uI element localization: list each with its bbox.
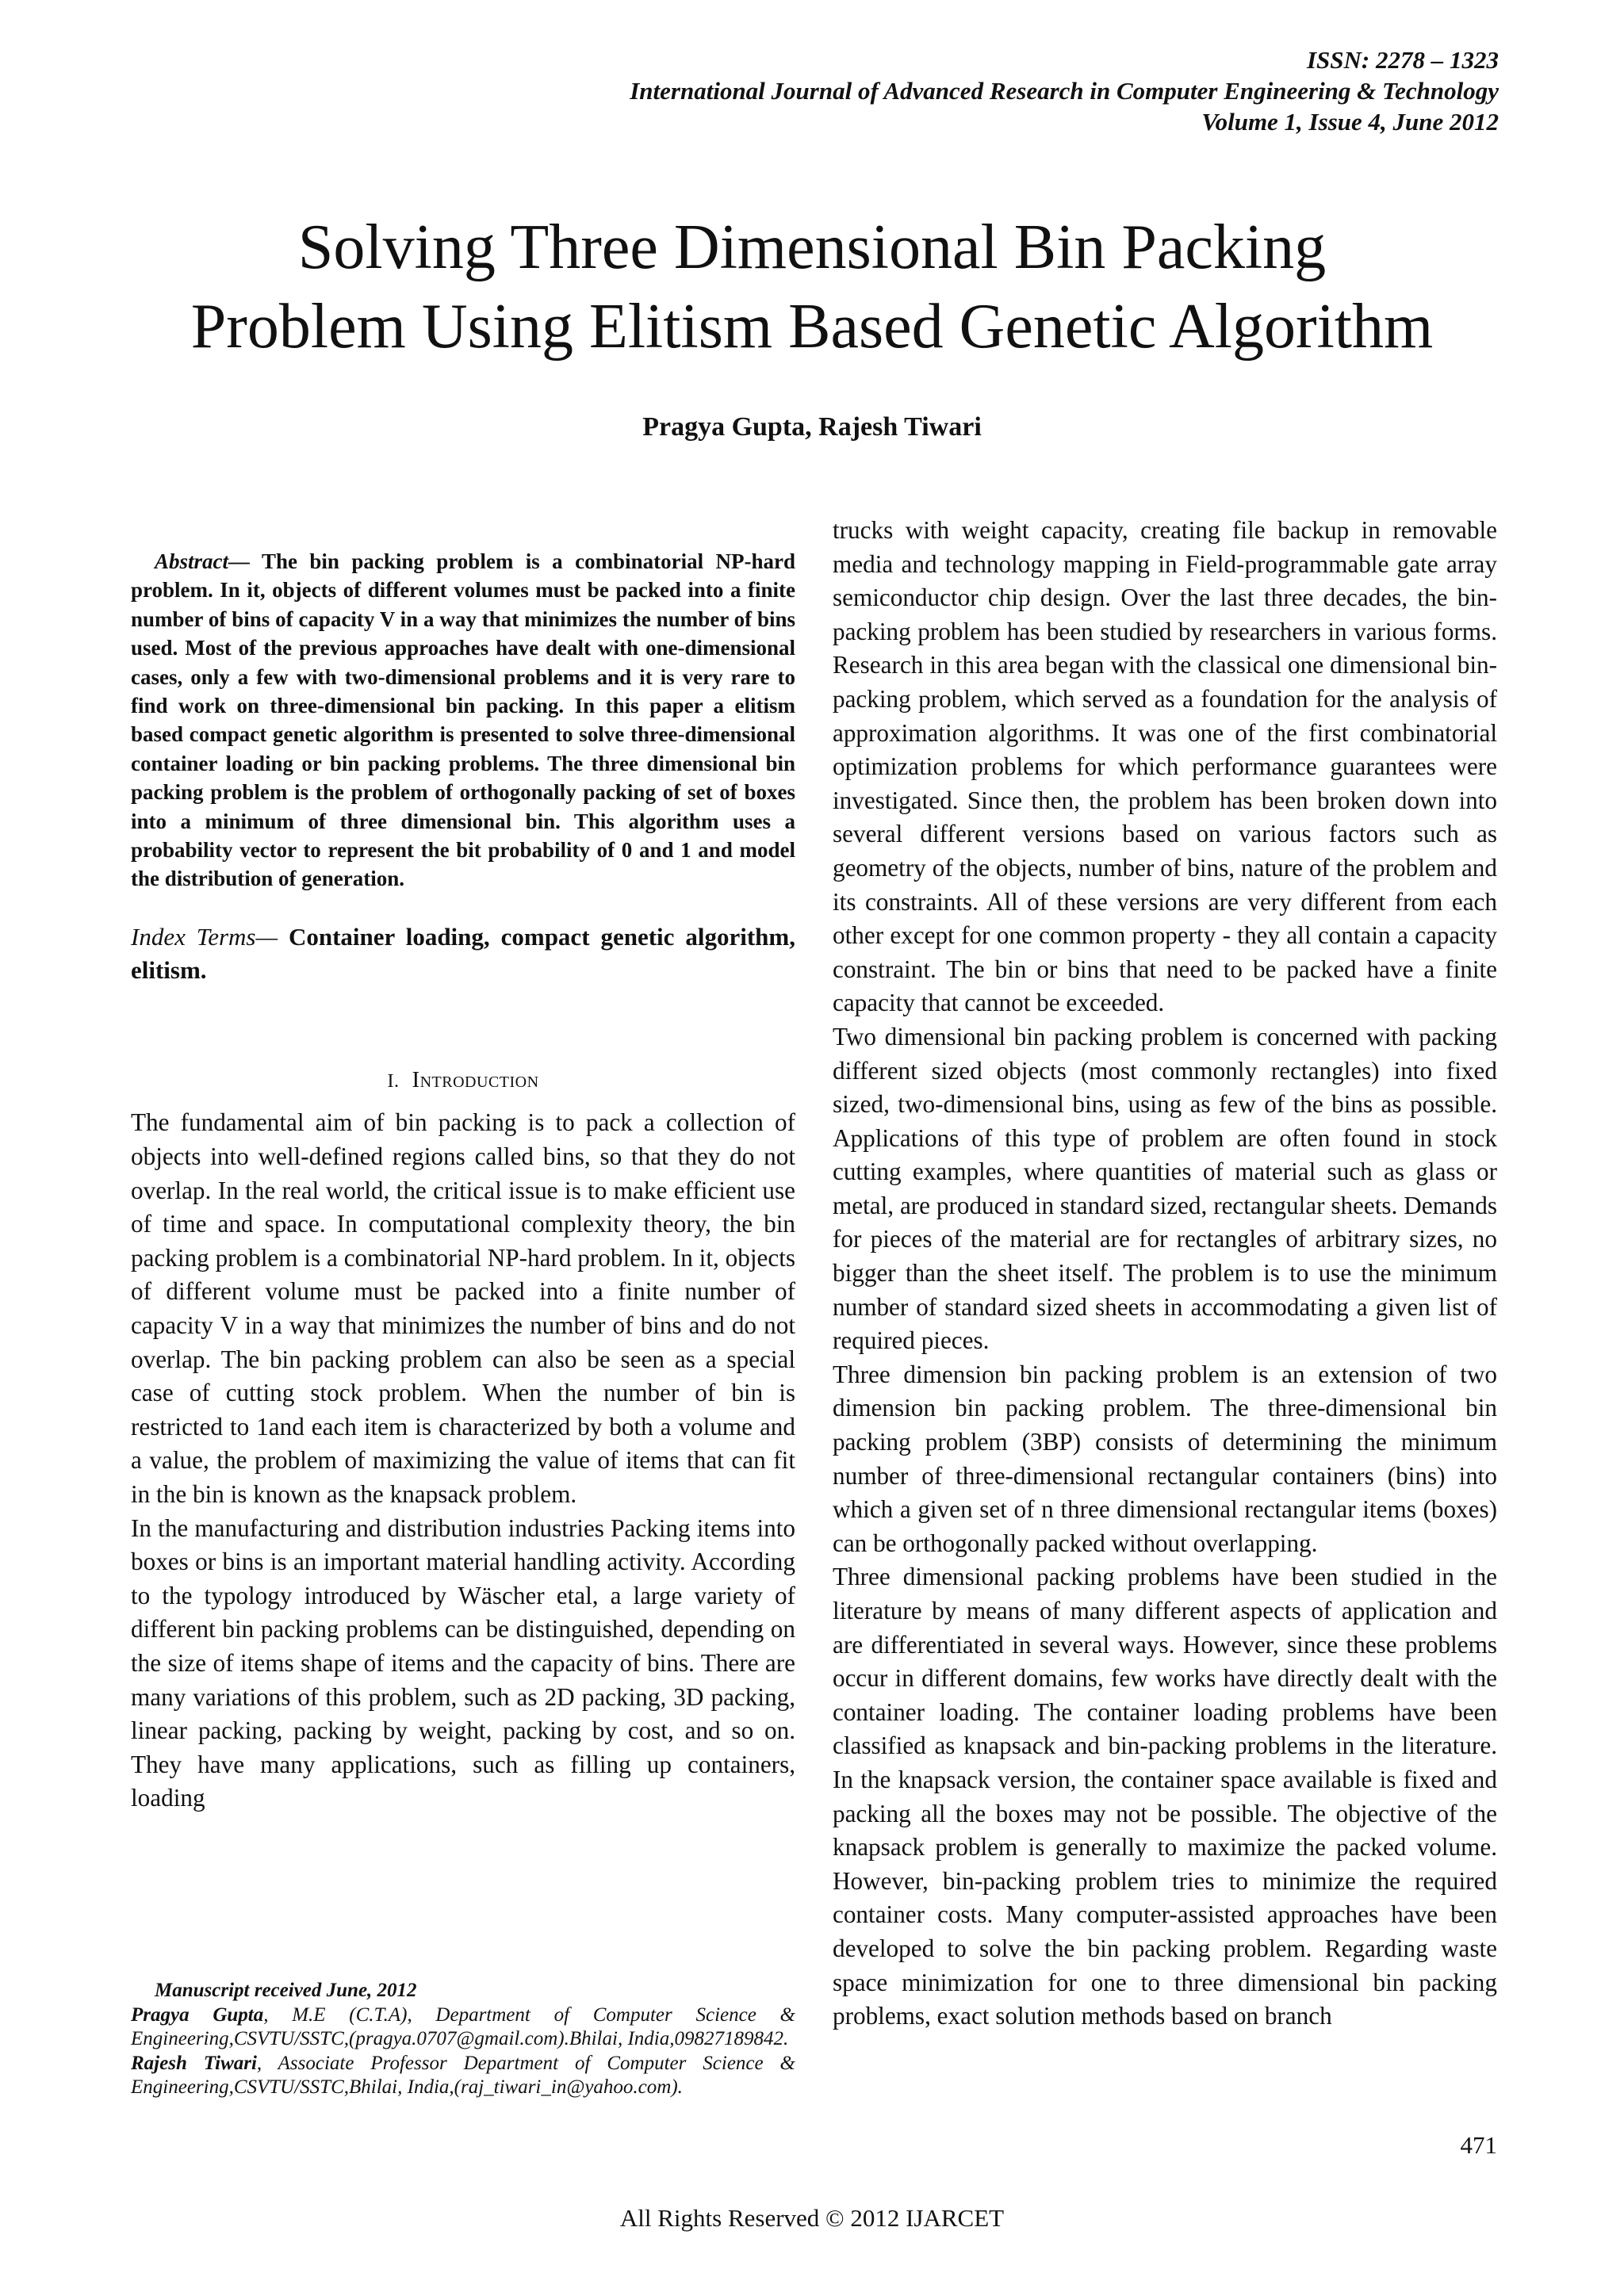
copyright-footer: All Rights Reserved © 2012 IJARCET: [619, 2204, 1005, 2232]
index-terms: [131, 920, 795, 987]
body-paragraph: In the manufacturing and distribution industries Packing items into boxes or bins is an important material handling activity. According to the typology introduced by Wäscher etal, a large variety of different bin packing problems can be distinguished, depending on the size of items shape of items and the capacity of bins. There are many variations of this problem, such as 2D packing, 3D packing, linear packing, packing by weight, packing by cost, and so on. They have many applications, such as filling up containers, loading: [131, 1513, 795, 1812]
index-terms-lead: Index Terms—: [131, 922, 278, 951]
right-column: [833, 514, 1497, 2034]
author1-note: [131, 2003, 795, 2052]
author-footnote: [131, 1979, 795, 2100]
body-paragraph: trucks with weight capacity, creating file backup in removable media and technology mapping in Field-programmable gate array semiconductor chip design. Over the last three decades, the bin-packing problem has been studied by researchers in various forms. Research in this area began with the classical one dimensional bin-packing problem, which served as a foundation for the analysis of approximation algorithms. It was one of the first combinatorial optimization problems for which performance guarantees were investigated. Since then, the problem has been broken down into several different versions based on various factors such as geometry of the objects, number of bins, nature of the problem and its constraints. All of these versions are very different from each other except for one common property - they all contain a capacity constraint. The bin or bins that need to be packed have a finite capacity that cannot be exceeded.: [833, 516, 1497, 1017]
author2-note: [131, 2052, 795, 2100]
section-heading-introduction: [131, 1063, 795, 1099]
issn: ISSN: 2278 – 1323: [1306, 46, 1499, 74]
title-line-2: Problem Using Elitism Based Genetic Algorithm: [190, 292, 1434, 362]
abstract-text: The bin packing problem is a combinatorial NP-hard problem. In it, objects of different volumes must be packed into a finite number of bins of capacity V in a way that minimizes the number of bins used. Most of the previous approaches have dealt with one-dimensional cases, only a few with two-dimensional problems and it is very rare to find work on three-dimensional bin packing. In this paper a elitism based compact genetic algorithm is presented to solve three-dimensional container loading or bin packing problems. The three dimensional bin packing problem is the problem of orthogonally packing of set of boxes into a minimum of three dimensional bin. This algorithm uses a probability vector to represent the bit probability of 0 and 1 and model the distribution of generation.: [131, 549, 795, 891]
abstract-lead: Abstract—: [155, 549, 251, 573]
author1-info: , M.E (C.T.A), Department of Computer Science & Engineering,CSVTU/SSTC,(pragya.0707@gmail.com).Bhilai, India,09827189842.: [131, 2003, 795, 2050]
left-column: [131, 547, 795, 1816]
index-terms-list: Container loading, compact genetic algorithm, elitism.: [131, 922, 795, 984]
section-numeral: I.: [387, 1070, 400, 1092]
body-paragraph: Three dimension bin packing problem is an extension of two dimension bin packing problem. The three-dimensional bin packing problem (3BP) consists of determining the minimum number of three-dimensional rectangular containers (bins) into which a given set of n three dimensional rectangular items (boxes) can be orthogonally packed without overlapping.: [833, 1360, 1497, 1557]
title-line-1: Solving Three Dimensional Bin Packing: [297, 212, 1327, 282]
author2-name: Rajesh Tiwari: [131, 2052, 257, 2074]
author1-name: Pragya Gupta: [131, 2003, 264, 2026]
authors: Pragya Gupta, Rajesh Tiwari: [642, 412, 982, 442]
section-title: Introduction: [412, 1066, 539, 1093]
journal-name: International Journal of Advanced Research in Computer Engineering & Technology: [630, 77, 1499, 105]
body-paragraph: Three dimensional packing problems have been studied in the literature by means of many different aspects of application and are differentiated in several ways. However, since these problems occur in different domains, few works have directly dealt with the container loading. The container loading problems have been classified as knapsack and bin-packing problems in the literature. In the knapsack version, the container space available is fixed and packing all the boxes may not be possible. The objective of the knapsack problem is generally to maximize the packed volume. However, bin-packing problem tries to minimize the required container costs. Many computer-assisted approaches have been developed to solve the bin packing problem. Regarding waste space minimization for one to three dimensional bin packing problems, exact solution methods based on branch: [833, 1563, 1497, 2030]
manuscript-received: Manuscript received June, 2012: [155, 1980, 417, 2001]
page-number: 471: [1460, 2131, 1497, 2159]
body-paragraph: The fundamental aim of bin packing is to pack a collection of objects into well-defined regions called bins, so that they do not overlap. In the real world, the critical issue is to make efficient use of time and space. In computational complexity theory, the bin packing problem is a combinatorial NP-hard problem. In it, objects of different volume must be packed into a finite number of capacity V in a way that minimizes the number of bins and do not overlap. The bin packing problem can also be seen as a special case of cutting stock problem. When the number of bin is restricted to 1and each item is characterized by both a volume and a value, the problem of maximizing the value of items that can fit in the bin is known as the knapsack problem.: [131, 1108, 795, 1508]
paper-title: [0, 208, 1624, 366]
journal-header: [630, 44, 1499, 137]
body-paragraph: Two dimensional bin packing problem is concerned with packing different sized objects (most commonly rectangles) into fixed sized, two-dimensional bins, using as few of the bins as possible. Applications of this type of problem are often found in stock cutting examples, where quantities of material such as glass or metal, are produced in standard sized, rectangular sheets. Demands for pieces of the material are for rectangles of arbitrary sizes, no bigger than the sheet itself. The problem is to use the minimum number of standard sized sheets in accommodating a given list of required pieces.: [833, 1022, 1497, 1355]
abstract: [131, 547, 795, 894]
author2-info: , Associate Professor Department of Computer Science & Engineering,CSVTU/SSTC,Bhilai, India,(raj_tiwari_in@yahoo.com).: [131, 2052, 795, 2099]
volume-info: Volume 1, Issue 4, June 2012: [1201, 108, 1499, 136]
